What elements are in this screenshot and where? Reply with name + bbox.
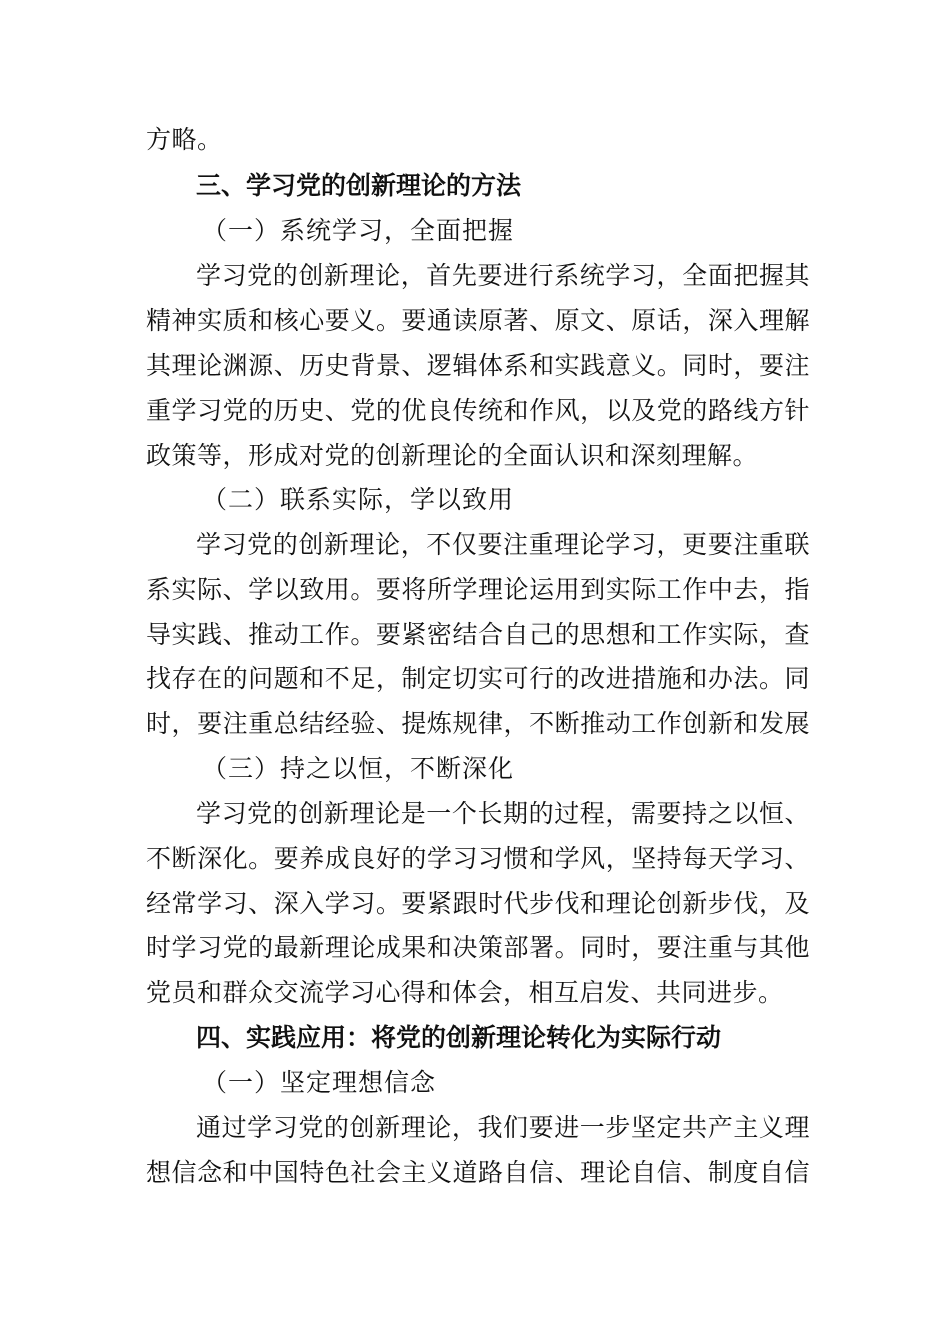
paragraph-line: 时学习党的最新理论成果和决策部署。同时，要注重与其他 — [146, 933, 810, 962]
paragraph-line: 时，要注重总结经验、提炼规律，不断推动工作创新和发展 — [146, 709, 810, 738]
subheading-3-3: （三）持之以恒，不断深化 — [202, 754, 515, 783]
paragraph-line: 重学习党的历史、党的优良传统和作风，以及党的路线方针 — [146, 396, 810, 425]
paragraph-line: 系实际、学以致用。要将所学理论运用到实际工作中去，指 — [146, 575, 810, 604]
paragraph-line: 通过学习党的创新理论，我们要进一步坚定共产主义理 — [196, 1113, 810, 1142]
paragraph-line: 学习党的创新理论，首先要进行系统学习，全面把握其 — [196, 261, 810, 290]
paragraph-line: 学习党的创新理论是一个长期的过程，需要持之以恒、 — [196, 799, 810, 828]
paragraph-line: 精神实质和核心要义。要通读原著、原文、原话，深入理解 — [146, 306, 810, 335]
subheading-4-1: （一）坚定理想信念 — [202, 1068, 437, 1097]
paragraph-line: 经常学习、深入学习。要紧跟时代步伐和理论创新步伐，及 — [146, 889, 810, 918]
subheading-3-2: （二）联系实际，学以致用 — [202, 485, 515, 514]
subheading-3-1: （一）系统学习，全面把握 — [202, 216, 515, 245]
paragraph-line: 想信念和中国特色社会主义道路自信、理论自信、制度自信 — [146, 1158, 810, 1187]
section-heading-4: 四、实践应用：将党的创新理论转化为实际行动 — [196, 1023, 722, 1052]
paragraph-line: 导实践、推动工作。要紧密结合自己的思想和工作实际，查 — [146, 620, 810, 649]
paragraph-line: 政策等，形成对党的创新理论的全面认识和深刻理解。 — [146, 441, 759, 470]
section-heading-3: 三、学习党的创新理论的方法 — [196, 171, 522, 200]
paragraph-line: 学习党的创新理论，不仅要注重理论学习，更要注重联 — [196, 530, 810, 559]
paragraph-line: 其理论渊源、历史背景、逻辑体系和实践意义。同时，要注 — [146, 351, 810, 380]
paragraph-line: 党员和群众交流学习心得和体会，相互启发、共同进步。 — [146, 978, 784, 1007]
continuation-text: 方略。 — [146, 125, 223, 154]
paragraph-line: 不断深化。要养成良好的学习习惯和学风，坚持每天学习、 — [146, 844, 810, 873]
paragraph-line: 找存在的问题和不足，制定切实可行的改进措施和办法。同 — [146, 664, 810, 693]
